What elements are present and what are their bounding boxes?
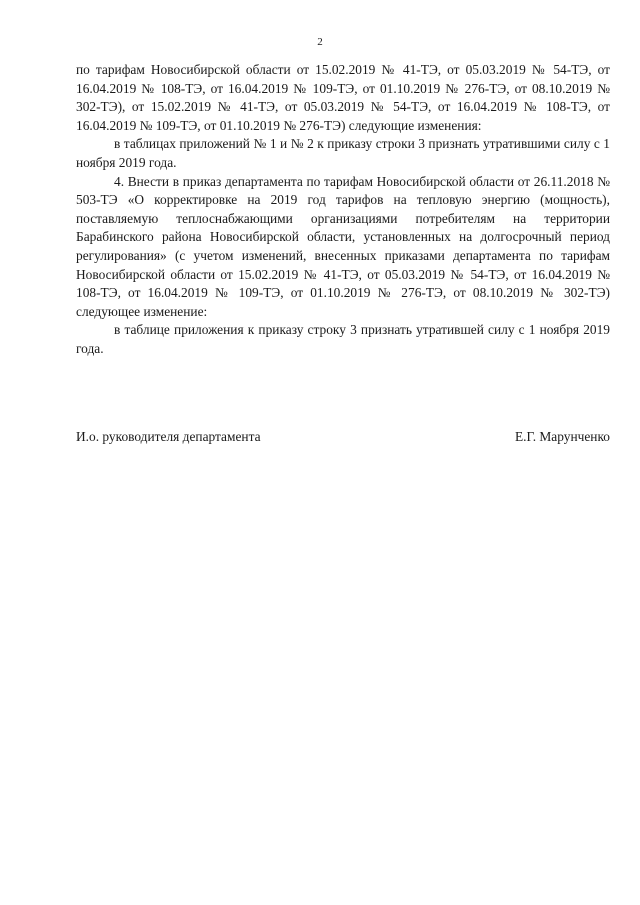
signature-block <box>76 428 610 446</box>
paragraph-item-4: 4. Внести в приказ департамента по тарифам Новосибирской области от 26.11.2018 № 503-ТЭ «О корректировке на 2019 год тарифов на тепловую энергию (мощность), поставляемую теплоснабжающими организациями потребителям на территории Барабинского района Новосибирской области, установленных на долгосрочный период регулирования» (с учетом изменений, внесенных приказами департамента по тарифам Новосибирской области от 15.02.2019 № 41-ТЭ, от 05.03.2019 № 54-ТЭ, от 16.04.2019 № 108-ТЭ, от 16.04.2019 № 109-ТЭ, от 01.10.2019 № 276-ТЭ, от 08.10.2019 № 302-ТЭ) следующее изменение: <box>76 173 610 319</box>
paragraph-continuation: по тарифам Новосибирской области от 15.02.2019 № 41-ТЭ, от 05.03.2019 № 54-ТЭ, от 16.04.2019 № 108-ТЭ, от 16.04.2019 № 109-ТЭ, от 01.10.2019 № 276-ТЭ, от 08.10.2019 № 302-ТЭ), от 15.02.2019 № 41-ТЭ, от 05.03.2019 № 54-ТЭ, от 16.04.2019 № 108-ТЭ, от 16.04.2019 № 109-ТЭ, от 01.10.2019 № 276-ТЭ) следующие изменения: <box>76 62 610 133</box>
page-number: 2 <box>317 36 323 48</box>
paragraph-tables-rows: в таблицах приложений № 1 и № 2 к приказу строки 3 признать утратившими силу с 1 ноября 2019 года. <box>76 136 610 170</box>
document-body <box>76 61 610 359</box>
paragraph-table-row: в таблице приложения к приказу строку 3 признать утратившей силу с 1 ноября 2019 года. <box>76 322 610 356</box>
signatory-position: И.о. руководителя департамента <box>76 429 261 444</box>
signatory-name: Е.Г. Марунченко <box>514 429 610 444</box>
